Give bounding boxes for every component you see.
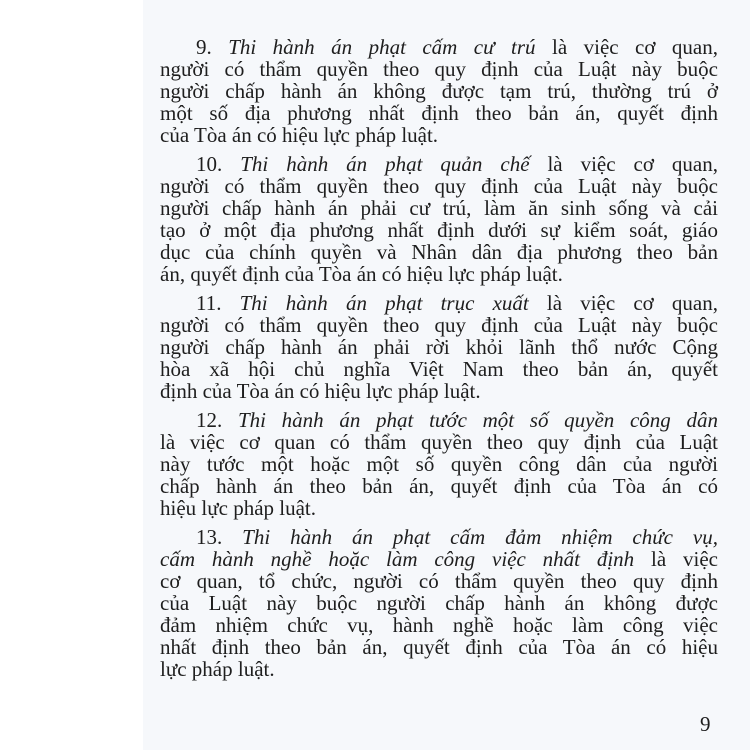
text-segment: chấp hành án theo bản án, quyết định của Tòa án có <box>160 474 718 498</box>
text-segment: 10. <box>196 152 241 176</box>
text-segment: người có thẩm quyền theo quy định của Luật này buộc <box>160 174 718 198</box>
text-line <box>160 636 718 658</box>
text-segment: người chấp hành án phải cư trú, làm ăn sinh sống và cải <box>160 196 718 220</box>
text-line <box>160 102 718 124</box>
text-segment: tạo ở một địa phương nhất định dưới sự kiểm soát, giáo <box>160 218 718 242</box>
text-segment: là việc cơ quan có thẩm quyền theo quy định của Luật <box>160 430 718 454</box>
text-segment: 12. <box>196 408 238 432</box>
text-line <box>160 475 718 497</box>
text-segment: người chấp hành án phải rời khỏi lãnh thổ nước Cộng <box>160 335 718 359</box>
paragraph-9 <box>160 36 718 146</box>
text-line <box>160 241 718 263</box>
text-segment: người có thẩm quyền theo quy định của Luật này buộc <box>160 313 718 337</box>
text-line <box>160 175 718 197</box>
paragraph-12 <box>160 409 718 519</box>
paragraph-13 <box>160 526 718 680</box>
text-line <box>160 658 718 680</box>
text-segment: là việc cơ quan, <box>535 35 718 59</box>
text-segment: lực pháp luật. <box>160 657 275 681</box>
text-line <box>160 497 718 519</box>
text-segment: người có thẩm quyền theo quy định của Luật này buộc <box>160 57 718 81</box>
text-segment: hòa xã hội chủ nghĩa Việt Nam theo bản án, quyết <box>160 357 718 381</box>
page-number: 9 <box>700 712 711 736</box>
text-line <box>160 614 718 636</box>
text-segment: định của Tòa án có hiệu lực pháp luật. <box>160 379 481 403</box>
text-segment: 9. <box>196 35 229 59</box>
italic-term: Thi hành án phạt trục xuất <box>239 291 529 315</box>
text-segment: một số địa phương nhất định theo bản án, quyết định <box>160 101 718 125</box>
text-segment: dục của chính quyền và Nhân dân địa phương theo bản <box>160 240 718 264</box>
text-line <box>160 570 718 592</box>
text-line <box>160 58 718 80</box>
text-line <box>160 409 718 431</box>
italic-term: Thi hành án phạt quản chế <box>240 152 530 176</box>
text-line <box>160 197 718 219</box>
text-segment: nhất định theo bản án, quyết định của Tòa án có hiệu <box>160 635 718 659</box>
text-segment: hiệu lực pháp luật. <box>160 496 317 520</box>
italic-term: cấm hành nghề hoặc làm công việc nhất định <box>160 547 635 571</box>
text-line <box>160 80 718 102</box>
page-body-text <box>160 36 718 687</box>
text-line <box>160 124 718 146</box>
text-line <box>160 526 718 548</box>
paragraph-10 <box>160 153 718 285</box>
text-segment: của Luật này buộc người chấp hành án không được <box>160 591 718 615</box>
text-segment: 11. <box>196 291 240 315</box>
text-segment: cơ quan, tổ chức, người có thẩm quyền theo quy định <box>160 569 718 593</box>
text-segment: 13. <box>196 525 243 549</box>
text-line <box>160 358 718 380</box>
text-segment: đảm nhiệm chức vụ, hành nghề hoặc làm công việc <box>160 613 718 637</box>
text-line <box>160 431 718 453</box>
text-segment: là việc cơ quan, <box>529 152 718 176</box>
text-line <box>160 36 718 58</box>
italic-term: Thi hành án phạt tước một số quyền công dân <box>237 408 718 432</box>
text-line <box>160 592 718 614</box>
text-segment: án, quyết định của Tòa án có hiệu lực pháp luật. <box>160 262 563 286</box>
text-line <box>160 453 718 475</box>
text-line <box>160 336 718 358</box>
text-segment: người chấp hành án không được tạm trú, thường trú ở <box>160 79 718 103</box>
italic-term: Thi hành án phạt cấm cư trú <box>228 35 536 59</box>
text-line <box>160 263 718 285</box>
text-line <box>160 548 718 570</box>
italic-term: Thi hành án phạt cấm đảm nhiệm chức vụ, <box>242 525 718 549</box>
text-segment: là việc <box>634 547 718 571</box>
text-segment: là việc cơ quan, <box>528 291 718 315</box>
text-segment: này tước một hoặc một số quyền công dân của người <box>160 452 718 476</box>
text-line <box>160 153 718 175</box>
text-line <box>160 314 718 336</box>
text-line <box>160 380 718 402</box>
paragraph-11 <box>160 292 718 402</box>
text-segment: của Tòa án có hiệu lực pháp luật. <box>160 123 439 147</box>
text-line <box>160 219 718 241</box>
text-line <box>160 292 718 314</box>
